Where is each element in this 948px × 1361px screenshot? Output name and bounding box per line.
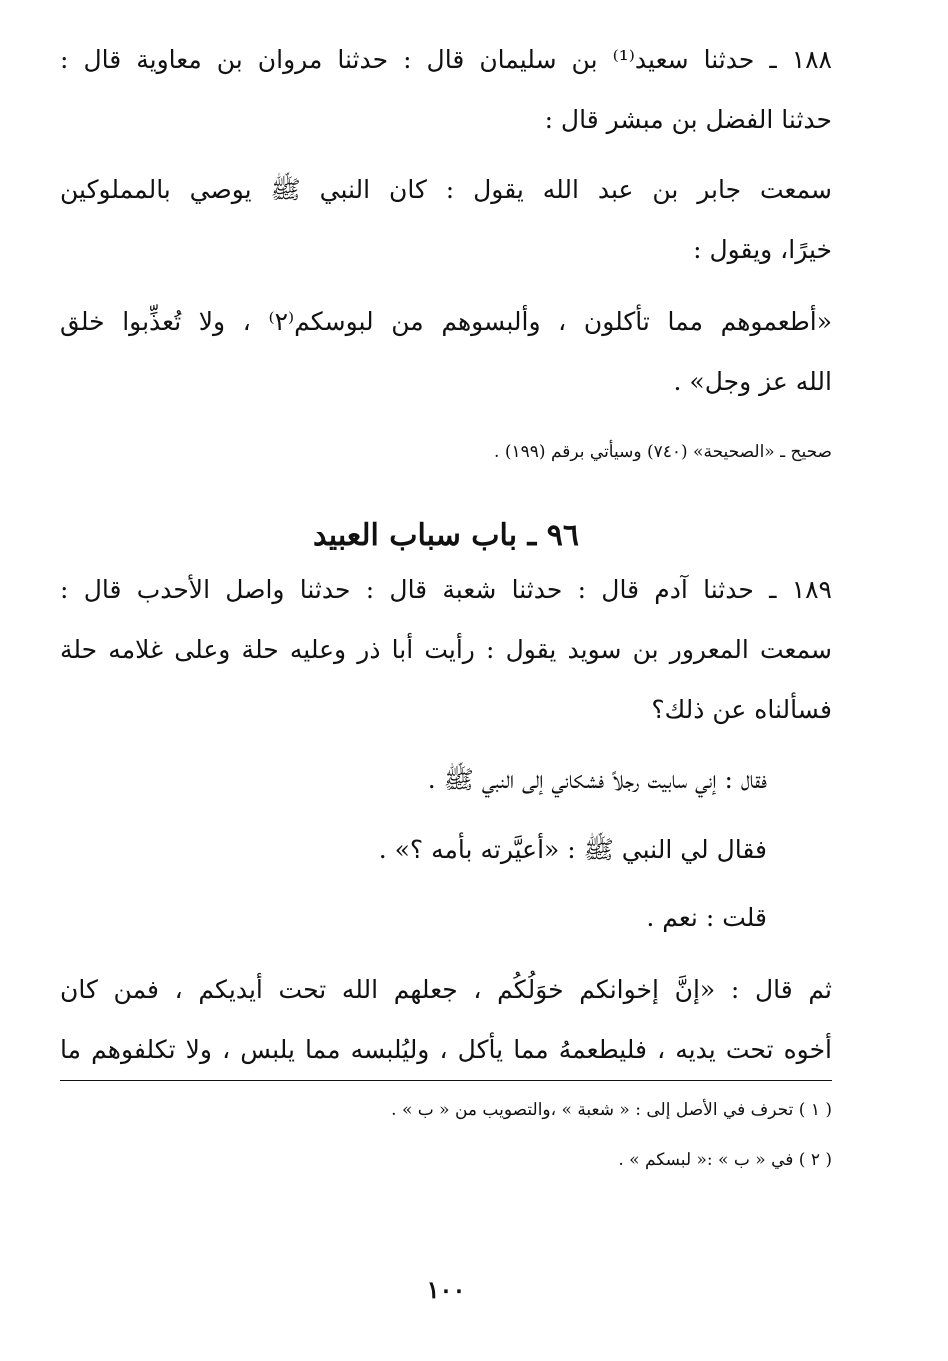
- hadith-189-isnad: [60, 560, 832, 740]
- hadith-188-isnad: [60, 30, 832, 150]
- hadith-189-matn: [60, 960, 832, 1081]
- text-line: فقال : إني سابيت رجلاً فشكاني إلى النبي ﷺ .: [427, 765, 767, 794]
- hadith-189-dialogue-2: [60, 820, 832, 880]
- footnotes: [60, 1085, 832, 1185]
- hadith-189-dialogue-3: [60, 888, 832, 948]
- chapter-heading: ٩٦ ـ باب سباب العبيد: [313, 518, 579, 553]
- book-page: [60, 30, 832, 1340]
- hadith-188-matn: [60, 292, 832, 412]
- text-line: سمعت جابر بن عبد الله يقول : كان النبي ﷺ يوصي بالمملوكين: [60, 175, 832, 204]
- text-line: قلت : نعم .: [646, 903, 767, 932]
- text-line: أخوه تحت يديه ، فليطعمهُ مما يأكل ، وليُلبسه مما يلبس ، ولا تكلفوهم ما: [60, 1020, 832, 1081]
- footnote-1: ( ١ ) تحرف في الأصل إلى : « شعبة » ،والتصويب من « ب » .: [391, 1100, 832, 1120]
- text-line: فقال لي النبي ﷺ : «أعيَّرته بأمه ؟» .: [378, 835, 767, 864]
- hadith-188-narration: [60, 160, 832, 280]
- hadith-188-grading: صحيح ـ «الصحيحة» (٧٤٠) وسيأتي برقم (١٩٩) .: [494, 442, 832, 462]
- text-line: سمعت المعرور بن سويد يقول : رأيت أبا ذر وعليه حلة وعلى غلامه حلة: [60, 635, 832, 664]
- footnote-2: ( ٢ ) في « ب » :« لبسكم » .: [618, 1150, 832, 1170]
- text-line: الله عز وجل» .: [673, 367, 832, 396]
- text-line: «أطعموهم مما تأكلون ، وألبسوهم من لبوسكم⁽٢⁾ ، ولا تُعذِّبوا خلق: [60, 307, 832, 336]
- page-number: ١٠٠: [426, 1275, 466, 1304]
- text-line: ١٨٨ ـ حدثنا سعيد⁽¹⁾ بن سليمان قال : حدثنا مروان بن معاوية قال :: [60, 45, 832, 74]
- text-line: ثم قال : «إنَّ إخوانكم خوَلُكُم ، جعلهم الله تحت أيديكم ، فمن كان: [60, 975, 832, 1004]
- text-line: خيرًا، ويقول :: [693, 235, 832, 264]
- hadith-189-dialogue-1: [60, 750, 832, 810]
- text-line: فسألناه عن ذلك؟: [651, 695, 832, 724]
- text-line: ١٨٩ ـ حدثنا آدم قال : حدثنا شعبة قال : حدثنا واصل الأحدب قال :: [60, 575, 832, 604]
- text-line: حدثنا الفضل بن مبشر قال :: [544, 105, 832, 134]
